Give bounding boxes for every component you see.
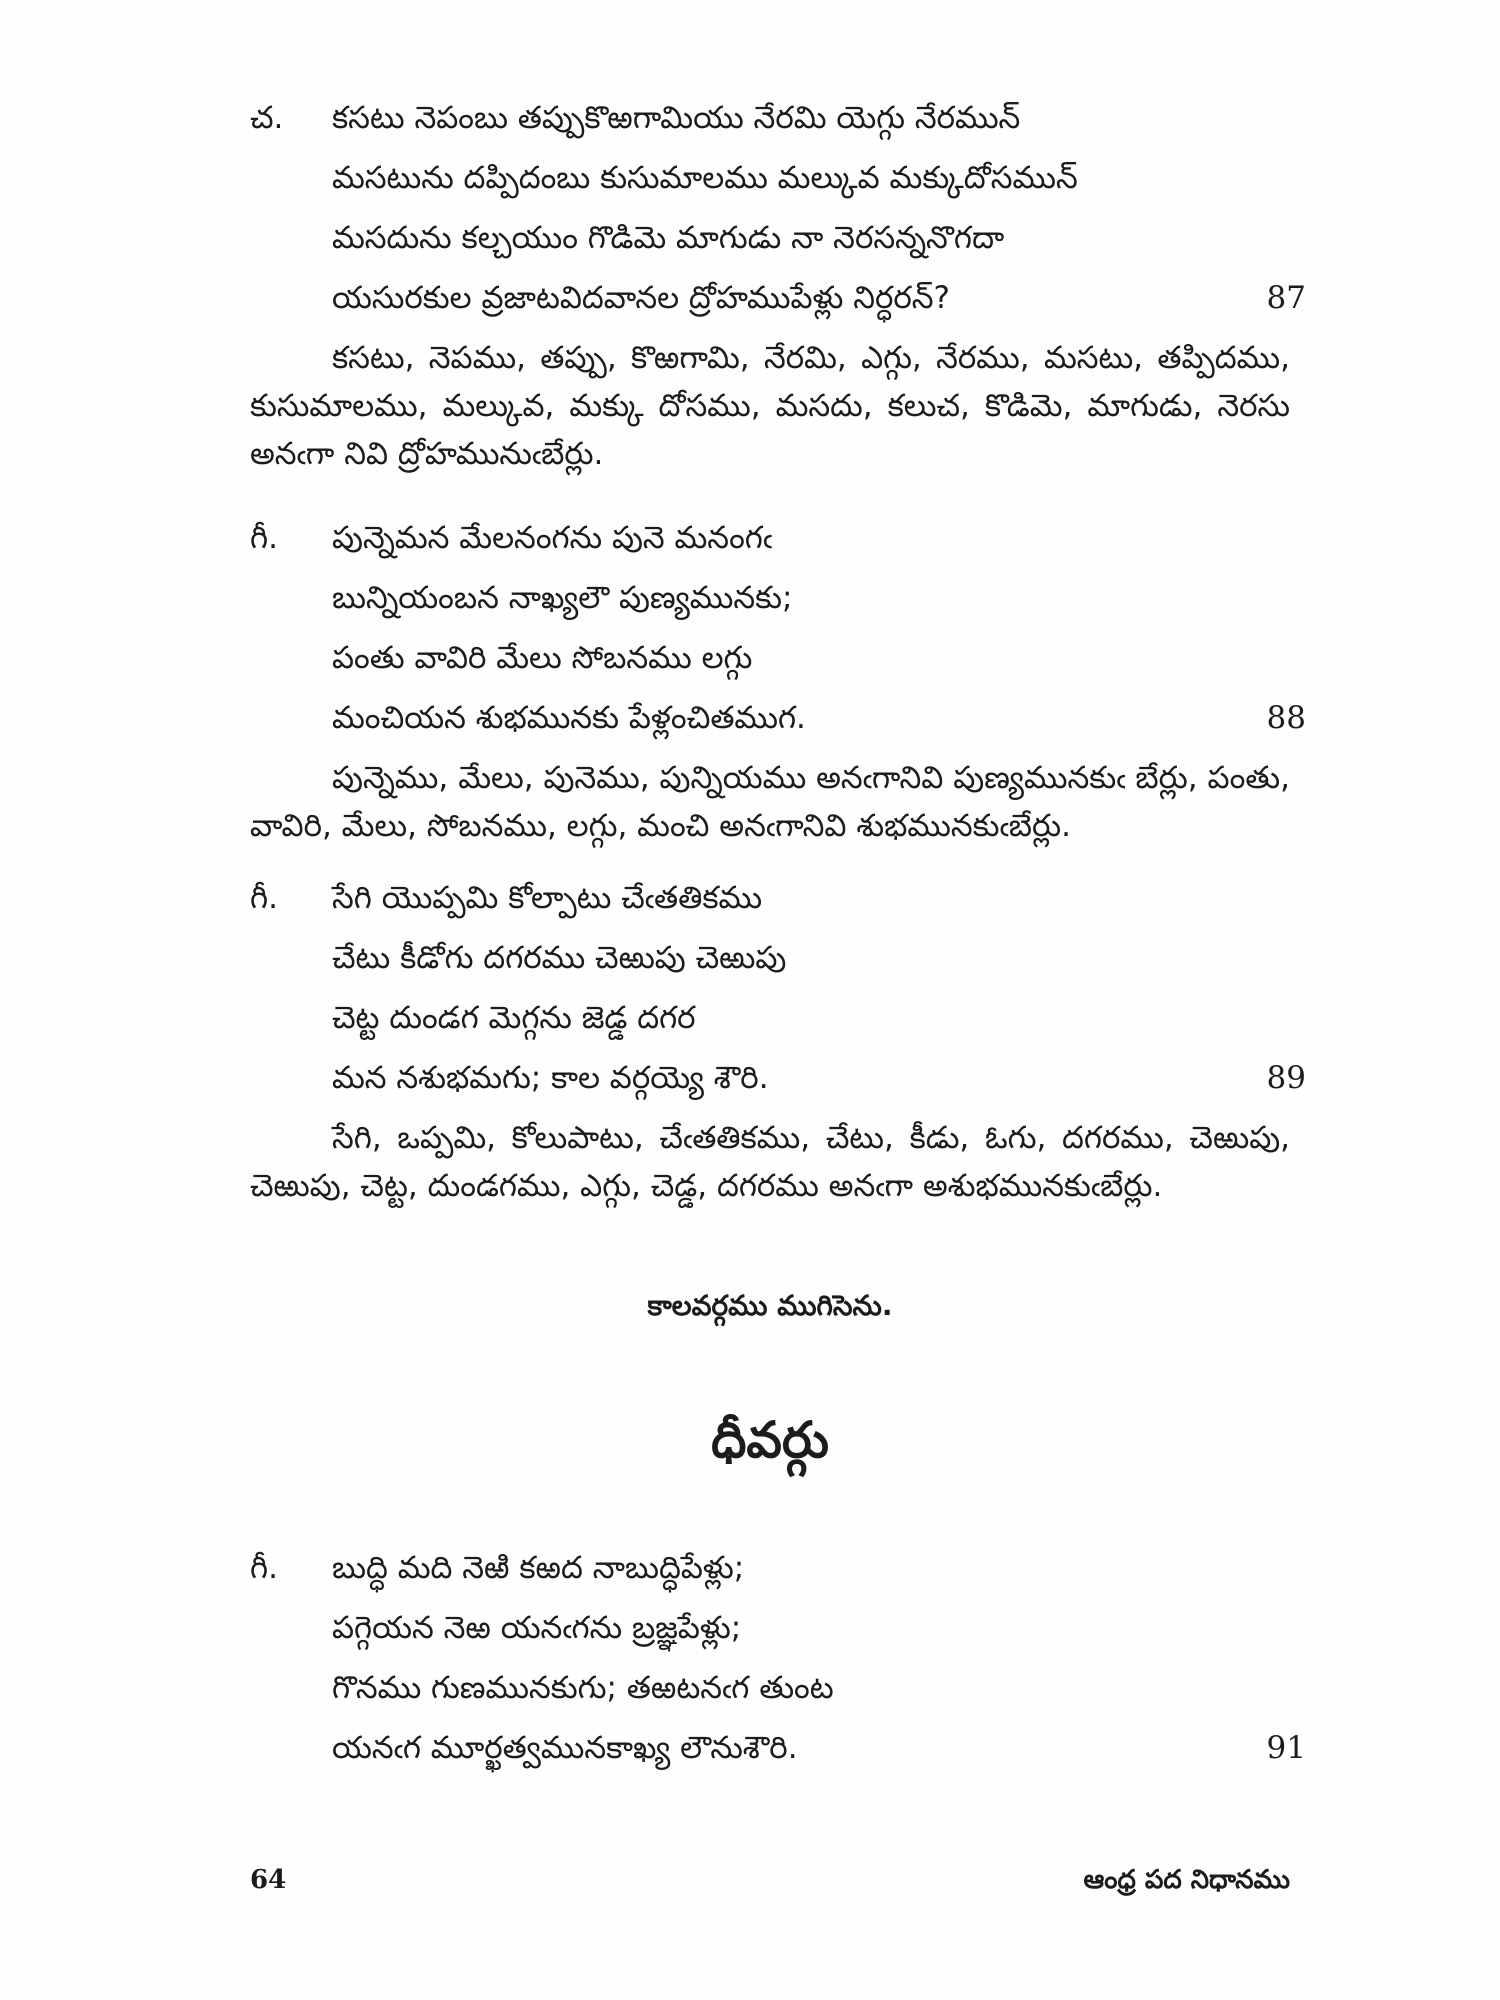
verse-88 <box>250 514 1310 754</box>
verse-line <box>250 934 1310 982</box>
verse-line-text: మంచియన శుభమునకు పేళ్లంచితముగ. <box>332 700 806 736</box>
verse-line-text: పున్నెమన మేలనంగను పునె మనంగఁ <box>332 520 773 556</box>
verse-meter-label: చ. <box>250 100 284 136</box>
verse-number: 89 <box>1266 1060 1306 1096</box>
verse-line <box>250 574 1310 622</box>
verse-line-text: బుద్ధి మది నెఱి కఱద నాబుద్ధిపేళ్లు; <box>332 1550 745 1586</box>
verse-line-text: మసటును దప్పిదంబు కుసుమాలము మల్కువ మక్కుదోసమున్ <box>332 160 1078 196</box>
verse-line <box>250 154 1310 202</box>
commentary-89 <box>250 1114 1290 1210</box>
commentary-text: సేగి, ఒప్పమి, కోలుపాటు, చేఁతతికము, చేటు, కీడు, ఓగు, దగరము, చెఱుపు, చెఱుపు, చెట్ట, దుండగము, ఎగ్గు, చెడ్డ, దగరము అనఁగా అశుభమునకుఁబేర్లు. <box>250 1120 1290 1204</box>
commentary-88 <box>250 754 1290 850</box>
verse-line <box>250 1664 1310 1712</box>
page-number: 64 <box>250 1865 287 1895</box>
verse-line-text: గొనము గుణమునకుగు; తఱటనఁగ తుంట <box>332 1670 834 1706</box>
verse-line-text: చెట్ట దుండగ మెగ్గను జెడ్డ దగర <box>332 1000 696 1036</box>
verse-number: 91 <box>1266 1730 1306 1766</box>
verse-line <box>250 1544 1310 1592</box>
commentary-text: పున్నెము, మేలు, పునెము, పున్నియము అనఁగానివి పుణ్యమునకుఁ బేర్లు, పంతు, వావిరి, మేలు, సోబనము, లగ్గు, మంచి అనఁగానివి శుభమునకుఁబేర్లు. <box>250 760 1290 844</box>
verse-line <box>250 1724 1310 1772</box>
verse-line-text: కసటు నెపంబు తప్పుకొఱగామియు నేరమి యెగ్గు నేరమున్ <box>332 100 1021 136</box>
verse-line-text: బున్నియంబన నాఖ్యలౌ పుణ్యమునకు; <box>332 580 793 616</box>
verse-line <box>250 994 1310 1042</box>
verse-line-text: పగ్గెయన నెఱ యనఁగను బ్రజ్ఞపేళ్లు; <box>332 1610 742 1646</box>
verse-line <box>250 214 1310 262</box>
verse-line <box>250 274 1310 322</box>
verse-89 <box>250 874 1310 1114</box>
verse-line <box>250 1604 1310 1652</box>
section-heading: ధీవర్గు <box>711 1411 829 1469</box>
verse-line <box>250 874 1310 922</box>
verse-meter-label: గీ. <box>250 880 278 916</box>
page-footer <box>250 1860 1290 1900</box>
verse-line <box>250 94 1310 142</box>
verse-line-text: యనఁగ మూర్ఖత్వమునకాఖ్య లౌనుశౌరి. <box>332 1730 798 1766</box>
running-title: ఆంధ్ర పద నిధానము <box>1083 1865 1290 1895</box>
verse-91 <box>250 1544 1310 1784</box>
verse-line-text: యసురకుల వ్రజాటవిదవానల ద్రోహముపేళ్లు నిర్ధరన్? <box>332 280 950 316</box>
verse-line-text: సేగి యొప్పమి కోల్పాటు చేఁతతికము <box>332 880 763 916</box>
commentary-text: కసటు, నెపము, తప్పు, కొఱగామి, నేరమి, ఎగ్గు, నేరము, మసటు, తప్పిదము, కుసుమాలము, మల్కువ, మక్కు దోసము, మసదు, కలుచ, కొడిమె, మాగుడు, నెరసు అనఁగా నివి ద్రోహమునుఁబేర్లు. <box>250 340 1290 472</box>
section-end-note: కాలవర్గము ముగిసెను. <box>647 1289 893 1322</box>
verse-meter-label: గీ. <box>250 1550 278 1586</box>
verse-line-text: చేటు కీడోగు దగరము చెఱుపు చెఱుపు <box>332 940 787 976</box>
verse-number: 88 <box>1266 700 1306 736</box>
verse-meter-label: గీ. <box>250 520 278 556</box>
verse-line <box>250 694 1310 742</box>
verse-line-text: మన నశుభమగు; కాల వర్గయ్యె శౌరి. <box>332 1060 769 1096</box>
verse-line <box>250 634 1310 682</box>
verse-line <box>250 1054 1310 1102</box>
verse-line-text: పంతు వావిరి మేలు సోబనము లగ్గు <box>332 640 753 676</box>
verse-87 <box>250 94 1310 334</box>
commentary-87 <box>250 334 1290 478</box>
verse-line <box>250 514 1310 562</box>
verse-number: 87 <box>1266 280 1306 316</box>
verse-line-text: మసదును కల్చయుం గొడిమె మాగుడు నా నెరసన్ననొగదా <box>332 220 1005 256</box>
